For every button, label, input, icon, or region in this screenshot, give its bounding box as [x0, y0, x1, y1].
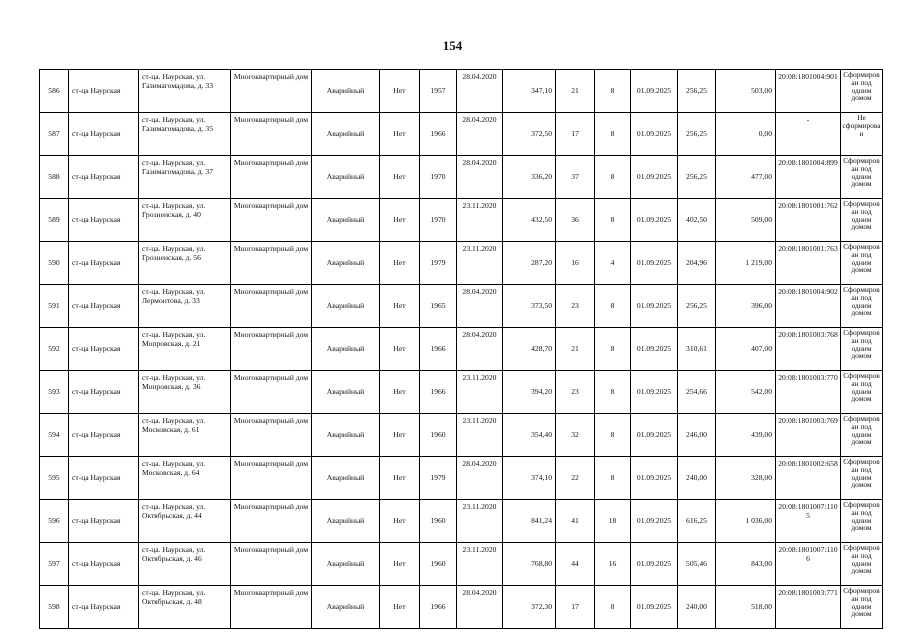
cell-count: 8 [595, 586, 631, 629]
cell-area: 372,30 [503, 586, 556, 629]
cell-cadastral: 20:08:1801004:899 [776, 156, 841, 199]
cell-note: Сформирован под одним домом [841, 156, 883, 199]
cell-a2: 407,00 [716, 328, 776, 371]
cell-year: 1966 [420, 586, 457, 629]
cell-type: Многоквартирный дом [231, 414, 312, 457]
cell-deadline: 01.09.2025 [631, 156, 678, 199]
cell-area: 372,50 [503, 113, 556, 156]
cell-status: Аварийный [312, 414, 380, 457]
cell-settlement: ст-ца Наурская [69, 457, 139, 500]
cell-area: 287,20 [503, 242, 556, 285]
cell-flag: Нет [380, 371, 420, 414]
cell-status: Аварийный [312, 457, 380, 500]
cell-type: Многоквартирный дом [231, 285, 312, 328]
cell-note: Сформирован под одним домом [841, 285, 883, 328]
cell-no: 594 [40, 414, 69, 457]
cell-date: 23.11.2020 [457, 543, 503, 586]
cell-address: ст-ца. Наурская, ул. Газимагомадова, д. 35 [139, 113, 231, 156]
cell-no: 587 [40, 113, 69, 156]
cell-cadastral: 20:08:1801007:1106 [776, 543, 841, 586]
cell-address: ст-ца. Наурская, ул. Мопровская, д. 36 [139, 371, 231, 414]
cell-cadastral: 20:08:1801003:768 [776, 328, 841, 371]
cell-a2: 328,00 [716, 457, 776, 500]
cell-area: 428,70 [503, 328, 556, 371]
cell-area: 374,10 [503, 457, 556, 500]
cell-cadastral: 20:08:1801001:763 [776, 242, 841, 285]
cell-count: 18 [595, 500, 631, 543]
cell-count: 8 [595, 371, 631, 414]
cell-flag: Нет [380, 543, 420, 586]
cell-note: Сформирован под одним домом [841, 199, 883, 242]
cell-status: Аварийный [312, 70, 380, 113]
cell-residents: 32 [556, 414, 595, 457]
cell-residents: 21 [556, 328, 595, 371]
cell-area: 373,50 [503, 285, 556, 328]
cell-type: Многоквартирный дом [231, 457, 312, 500]
cell-type: Многоквартирный дом [231, 371, 312, 414]
cell-type: Многоквартирный дом [231, 328, 312, 371]
cell-a2: 509,00 [716, 199, 776, 242]
cell-residents: 23 [556, 285, 595, 328]
cell-deadline: 01.09.2025 [631, 199, 678, 242]
cell-residents: 21 [556, 70, 595, 113]
cell-deadline: 01.09.2025 [631, 285, 678, 328]
cell-deadline: 01.09.2025 [631, 586, 678, 629]
cell-settlement: ст-ца Наурская [69, 371, 139, 414]
cell-year: 1970 [420, 156, 457, 199]
cell-residents: 16 [556, 242, 595, 285]
cell-note: Не сформирован [841, 113, 883, 156]
cell-no: 593 [40, 371, 69, 414]
cell-status: Аварийный [312, 199, 380, 242]
cell-count: 8 [595, 113, 631, 156]
cell-area: 768,80 [503, 543, 556, 586]
table-body [40, 70, 883, 629]
cell-flag: Нет [380, 457, 420, 500]
housing-register-table [39, 69, 883, 629]
cell-note: Сформирован под одним домом [841, 70, 883, 113]
cell-flag: Нет [380, 199, 420, 242]
cell-flag: Нет [380, 328, 420, 371]
cell-year: 1960 [420, 500, 457, 543]
cell-cadastral: 20:08:1801004:902 [776, 285, 841, 328]
cell-date: 23.11.2020 [457, 242, 503, 285]
cell-settlement: ст-ца Наурская [69, 500, 139, 543]
cell-a1: 256,25 [678, 285, 716, 328]
table-row [40, 242, 883, 285]
cell-count: 8 [595, 414, 631, 457]
cell-date: 28.04.2020 [457, 457, 503, 500]
table-row [40, 371, 883, 414]
cell-status: Аварийный [312, 113, 380, 156]
cell-note: Сформирован под одним домом [841, 457, 883, 500]
cell-year: 1970 [420, 199, 457, 242]
cell-count: 8 [595, 328, 631, 371]
cell-deadline: 01.09.2025 [631, 371, 678, 414]
cell-a2: 843,00 [716, 543, 776, 586]
cell-count: 16 [595, 543, 631, 586]
cell-year: 1979 [420, 242, 457, 285]
cell-count: 8 [595, 285, 631, 328]
cell-address: ст-ца. Наурская, ул. Газимагомадова, д. 37 [139, 156, 231, 199]
cell-note: Сформирован под одним домом [841, 543, 883, 586]
cell-area: 354,40 [503, 414, 556, 457]
cell-cadastral: 20:08:1801003:771 [776, 586, 841, 629]
cell-a2: 1 219,00 [716, 242, 776, 285]
cell-address: ст-ца. Наурская, ул. Октябрьская, д. 44 [139, 500, 231, 543]
cell-cadastral: 20:08:1801001:762 [776, 199, 841, 242]
cell-no: 591 [40, 285, 69, 328]
cell-settlement: ст-ца Наурская [69, 543, 139, 586]
cell-date: 28.04.2020 [457, 113, 503, 156]
cell-date: 23.11.2020 [457, 414, 503, 457]
cell-status: Аварийный [312, 371, 380, 414]
cell-status: Аварийный [312, 543, 380, 586]
cell-a1: 402,50 [678, 199, 716, 242]
cell-residents: 36 [556, 199, 595, 242]
cell-a2: 503,00 [716, 70, 776, 113]
cell-flag: Нет [380, 113, 420, 156]
cell-date: 28.04.2020 [457, 328, 503, 371]
cell-a2: 439,00 [716, 414, 776, 457]
cell-a1: 246,00 [678, 414, 716, 457]
cell-address: ст-ца. Наурская, ул. Октябрьская, д. 48 [139, 586, 231, 629]
cell-no: 590 [40, 242, 69, 285]
cell-settlement: ст-ца Наурская [69, 586, 139, 629]
cell-flag: Нет [380, 285, 420, 328]
cell-settlement: ст-ца Наурская [69, 199, 139, 242]
cell-type: Многоквартирный дом [231, 156, 312, 199]
cell-a2: 0,00 [716, 113, 776, 156]
table-row [40, 543, 883, 586]
cell-deadline: 01.09.2025 [631, 328, 678, 371]
cell-note: Сформирован под одним домом [841, 586, 883, 629]
cell-count: 8 [595, 199, 631, 242]
table-row [40, 285, 883, 328]
cell-a1: 256,25 [678, 113, 716, 156]
table-row [40, 70, 883, 113]
cell-area: 336,20 [503, 156, 556, 199]
cell-flag: Нет [380, 586, 420, 629]
cell-address: ст-ца. Наурская, ул. Лермонтова, д. 33 [139, 285, 231, 328]
cell-cadastral: 20:08:1801004:901 [776, 70, 841, 113]
cell-year: 1965 [420, 285, 457, 328]
table-row [40, 414, 883, 457]
cell-type: Многоквартирный дом [231, 242, 312, 285]
cell-flag: Нет [380, 414, 420, 457]
cell-type: Многоквартирный дом [231, 500, 312, 543]
cell-note: Сформирован под одним домом [841, 500, 883, 543]
cell-area: 347,10 [503, 70, 556, 113]
cell-area: 841,24 [503, 500, 556, 543]
cell-settlement: ст-ца Наурская [69, 285, 139, 328]
cell-cadastral: 20:08:1801003:770 [776, 371, 841, 414]
cell-year: 1966 [420, 328, 457, 371]
cell-deadline: 01.09.2025 [631, 242, 678, 285]
cell-a2: 542,00 [716, 371, 776, 414]
cell-no: 586 [40, 70, 69, 113]
cell-count: 8 [595, 70, 631, 113]
table-row [40, 328, 883, 371]
cell-date: 23.11.2020 [457, 500, 503, 543]
cell-note: Сформирован под одним домом [841, 328, 883, 371]
cell-date: 28.04.2020 [457, 70, 503, 113]
cell-settlement: ст-ца Наурская [69, 156, 139, 199]
cell-no: 595 [40, 457, 69, 500]
cell-type: Многоквартирный дом [231, 113, 312, 156]
cell-settlement: ст-ца Наурская [69, 414, 139, 457]
cell-flag: Нет [380, 70, 420, 113]
cell-year: 1966 [420, 113, 457, 156]
cell-cadastral: 20:08:1801007:1105 [776, 500, 841, 543]
cell-area: 394,20 [503, 371, 556, 414]
cell-flag: Нет [380, 500, 420, 543]
page-number: 154 [442, 38, 463, 53]
cell-year: 1960 [420, 414, 457, 457]
cell-status: Аварийный [312, 242, 380, 285]
cell-address: ст-ца. Наурская, ул. Газимагомадова, д. 33 [139, 70, 231, 113]
table-row [40, 156, 883, 199]
cell-a1: 505,46 [678, 543, 716, 586]
cell-residents: 17 [556, 113, 595, 156]
cell-deadline: 01.09.2025 [631, 70, 678, 113]
cell-address: ст-ца. Наурская, ул. Мопровская, д. 21 [139, 328, 231, 371]
cell-year: 1960 [420, 543, 457, 586]
cell-status: Аварийный [312, 328, 380, 371]
cell-date: 28.04.2020 [457, 156, 503, 199]
cell-address: ст-ца. Наурская, ул. Московская, д. 64 [139, 457, 231, 500]
cell-a2: 477,00 [716, 156, 776, 199]
cell-a1: 240,00 [678, 457, 716, 500]
cell-status: Аварийный [312, 500, 380, 543]
cell-date: 23.11.2020 [457, 199, 503, 242]
cell-type: Многоквартирный дом [231, 543, 312, 586]
cell-deadline: 01.09.2025 [631, 414, 678, 457]
cell-count: 8 [595, 156, 631, 199]
cell-settlement: ст-ца Наурская [69, 70, 139, 113]
cell-settlement: ст-ца Наурская [69, 113, 139, 156]
cell-status: Аварийный [312, 586, 380, 629]
cell-no: 597 [40, 543, 69, 586]
cell-residents: 44 [556, 543, 595, 586]
cell-settlement: ст-ца Наурская [69, 328, 139, 371]
cell-address: ст-ца. Наурская, ул. Октябрьская, д. 46 [139, 543, 231, 586]
cell-no: 598 [40, 586, 69, 629]
cell-deadline: 01.09.2025 [631, 543, 678, 586]
cell-a1: 240,00 [678, 586, 716, 629]
cell-a1: 204,96 [678, 242, 716, 285]
table-row [40, 113, 883, 156]
cell-count: 8 [595, 457, 631, 500]
cell-address: ст-ца. Наурская, ул. Грозненская, д. 56 [139, 242, 231, 285]
cell-flag: Нет [380, 242, 420, 285]
table-row [40, 586, 883, 629]
cell-no: 596 [40, 500, 69, 543]
table-row [40, 457, 883, 500]
cell-year: 1957 [420, 70, 457, 113]
cell-date: 28.04.2020 [457, 285, 503, 328]
cell-residents: 41 [556, 500, 595, 543]
cell-residents: 22 [556, 457, 595, 500]
cell-note: Сформирован под одним домом [841, 371, 883, 414]
table-row [40, 500, 883, 543]
cell-address: ст-ца. Наурская, ул. Московская, д. 61 [139, 414, 231, 457]
cell-status: Аварийный [312, 285, 380, 328]
cell-a1: 256,25 [678, 156, 716, 199]
cell-type: Многоквартирный дом [231, 70, 312, 113]
cell-area: 432,50 [503, 199, 556, 242]
cell-a2: 396,00 [716, 285, 776, 328]
cell-date: 28.04.2020 [457, 586, 503, 629]
cell-residents: 37 [556, 156, 595, 199]
cell-a2: 1 036,00 [716, 500, 776, 543]
cell-date: 23.11.2020 [457, 371, 503, 414]
cell-flag: Нет [380, 156, 420, 199]
cell-deadline: 01.09.2025 [631, 500, 678, 543]
cell-a1: 256,25 [678, 70, 716, 113]
cell-cadastral: 20:08:1801003:769 [776, 414, 841, 457]
cell-a1: 616,25 [678, 500, 716, 543]
cell-year: 1979 [420, 457, 457, 500]
table-row [40, 199, 883, 242]
cell-no: 589 [40, 199, 69, 242]
cell-status: Аварийный [312, 156, 380, 199]
cell-deadline: 01.09.2025 [631, 457, 678, 500]
cell-count: 4 [595, 242, 631, 285]
cell-no: 592 [40, 328, 69, 371]
cell-deadline: 01.09.2025 [631, 113, 678, 156]
cell-residents: 23 [556, 371, 595, 414]
cell-type: Многоквартирный дом [231, 586, 312, 629]
cell-year: 1966 [420, 371, 457, 414]
cell-a1: 310,61 [678, 328, 716, 371]
cell-note: Сформирован под одним домом [841, 414, 883, 457]
cell-settlement: ст-ца Наурская [69, 242, 139, 285]
cell-note: Сформирован под одним домом [841, 242, 883, 285]
cell-a1: 254,66 [678, 371, 716, 414]
cell-residents: 17 [556, 586, 595, 629]
cell-no: 588 [40, 156, 69, 199]
cell-cadastral: 20:08:1801002:658 [776, 457, 841, 500]
cell-address: ст-ца. Наурская, ул. Грозненская, д. 40 [139, 199, 231, 242]
cell-type: Многоквартирный дом [231, 199, 312, 242]
cell-a2: 518,00 [716, 586, 776, 629]
cell-cadastral: - [776, 113, 841, 156]
